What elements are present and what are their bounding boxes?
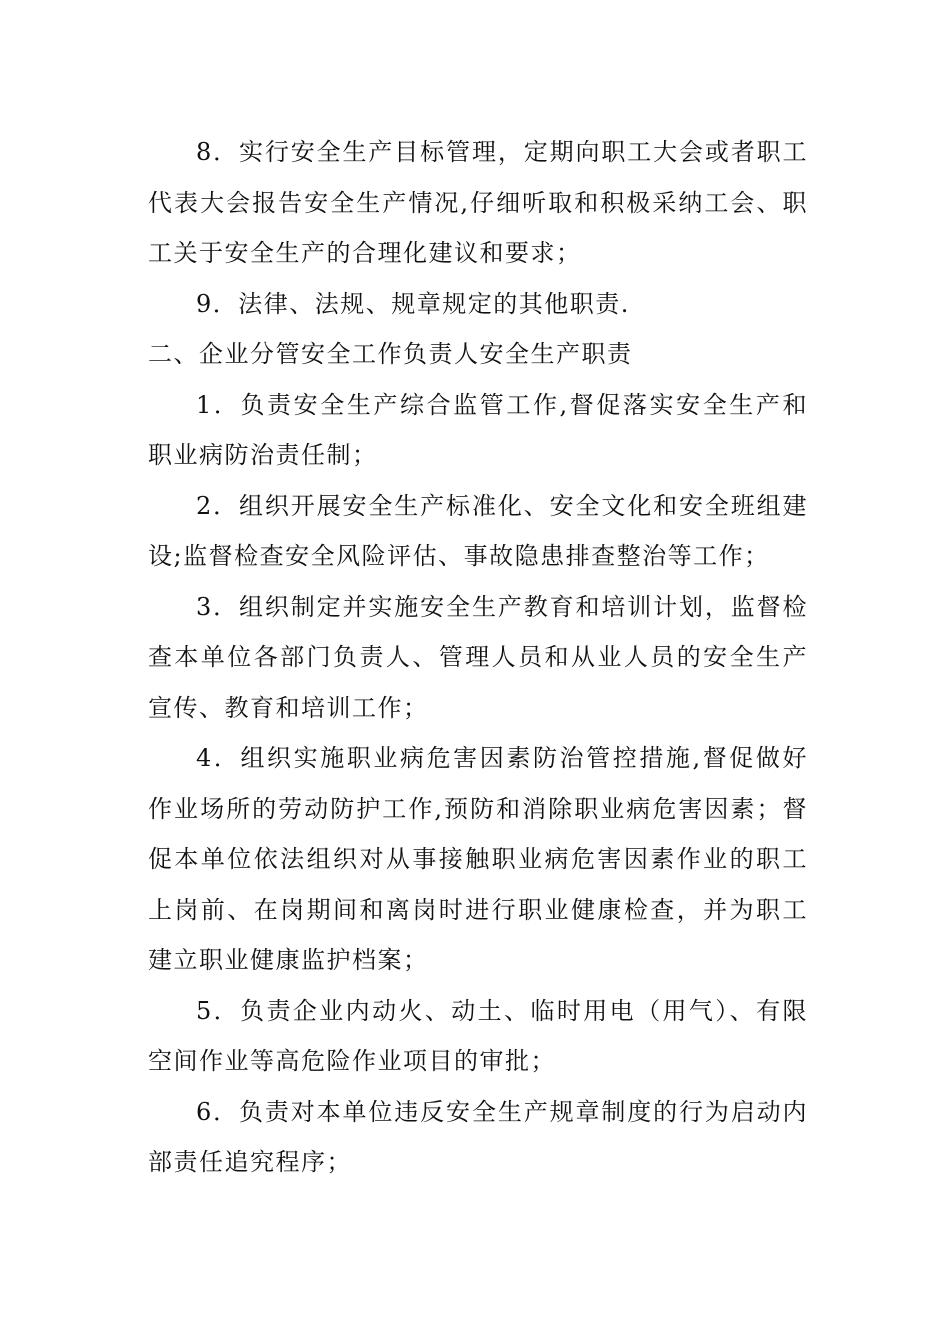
list-item: 8．实行安全生产目标管理，定期向职工大会或者职工代表大会报告安全生产情况,仔细听取和积极采纳工会、职工关于安全生产的合理化建议和要求； [148,138,808,267]
list-item: 1．负责安全生产综合监管工作,督促落实安全生产和职业病防治责任制； [148,390,808,469]
list-item: 2．组织开展安全生产标准化、安全文化和安全班组建设;监督检查安全风险评估、事故隐患排查整治等工作； [148,491,808,570]
list-item: 9．法律、法规、规章规定的其他职责. [196,289,630,318]
list-item: 3．组织制定并实施安全生产教育和培训计划，监督检查本单位各部门负责人、管理人员和从业人员的安全生产宣传、教育和培训工作； [148,592,808,722]
list-item: 6．负责对本单位违反安全生产规章制度的行为启动内部责任追究程序； [148,1097,808,1176]
list-item: 5．负责企业内动火、动土、临时用电（用气）、有限空间作业等高危险作业项目的审批； [148,996,808,1075]
list-item: 4．组织实施职业病危害因素防治管控措施,督促做好作业场所的劳动防护工作,预防和消除职业病危害因素；督促本单位依法组织对从事接触职业病危害因素作业的职工上岗前、在岗期间和离岗时进行职业健康检查，并为职工建立职业健康监护档案； [148,744,808,974]
section-heading: 二、企业分管安全工作负责人安全生产职责 [148,340,633,368]
document-body [148,127,808,1188]
